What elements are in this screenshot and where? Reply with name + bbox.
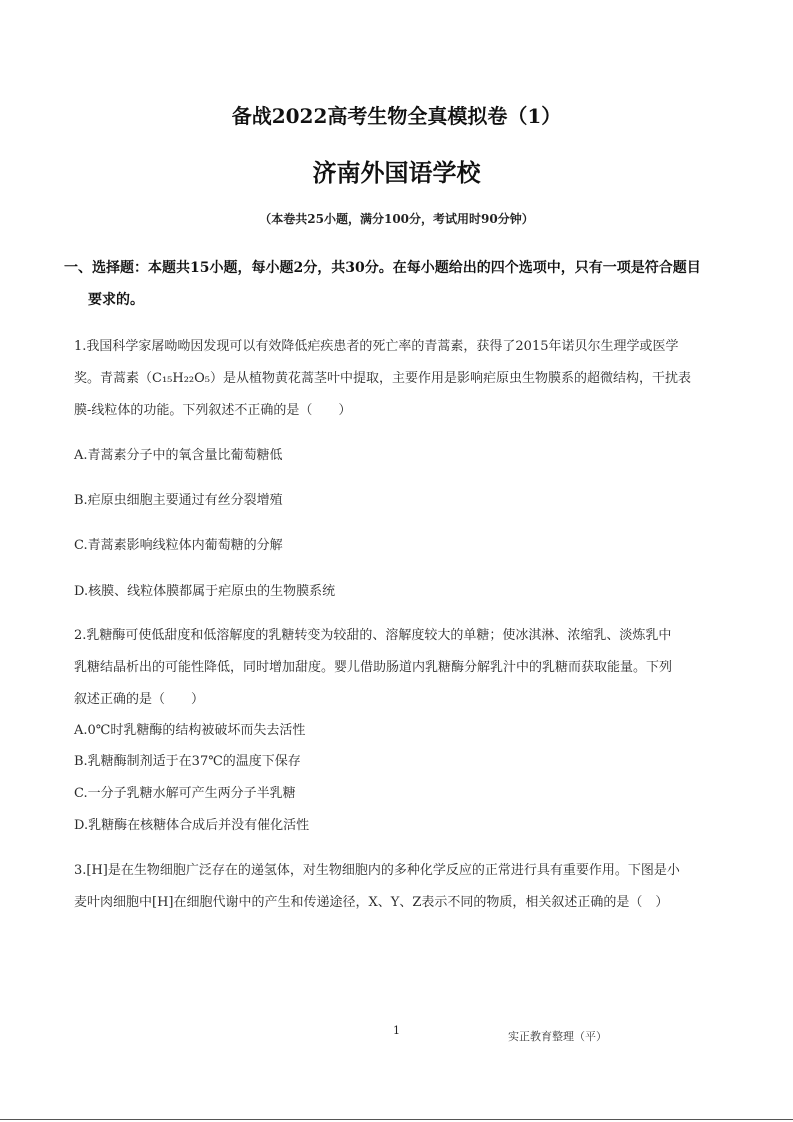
q1-option-c: C.青蒿素影响线粒体内葡萄糖的分解 [74, 538, 283, 553]
q2-stem-line2: 乳糖结晶析出的可能性降低，同时增加甜度。婴儿借助肠道内乳糖酶分解乳汁中的乳糖而获取能量。下列 [74, 660, 673, 675]
q1-option-a: A.青蒿素分子中的氧含量比葡萄糖低 [74, 448, 283, 463]
footer-organization: 实正教育整理（平） [508, 1030, 607, 1043]
q1-stem-line3: 膜-线粒体的功能。下列叙述不正确的是（ ） [74, 403, 352, 418]
exam-title: 备战2022高考生物全真模拟卷（1） [231, 104, 562, 128]
section-heading-cont: 要求的。 [88, 292, 144, 308]
q1-option-d: D.核膜、线粒体膜都属于疟原虫的生物膜系统 [74, 584, 336, 599]
page-number: 1 [393, 1024, 400, 1037]
q2-option-a: A.0℃时乳糖酶的结构被破坏而失去活性 [74, 723, 306, 738]
q2-option-d: D.乳糖酶在核糖体合成后并没有催化活性 [74, 818, 310, 833]
q1-stem-line1: 1.我国科学家屠呦呦因发现可以有效降低疟疾患者的死亡率的青蒿素，获得了2015年诺贝尔生理学或医学 [74, 339, 679, 354]
school-name: 济南外国语学校 [312, 159, 481, 187]
q2-stem-line1: 2.乳糖酶可使低甜度和低溶解度的乳糖转变为较甜的、溶解度较大的单糖；使冰淇淋、浓缩乳、淡炼乳中 [74, 628, 672, 643]
q2-option-c: C.一分子乳糖水解可产生两分子半乳糖 [74, 786, 296, 801]
q1-stem-line2: 奖。青蒿素（C₁₅H₂₂O₅）是从植物黄花蒿茎叶中提取，主要作用是影响疟原虫生物膜系的超微结构，干扰表 [74, 371, 691, 386]
page-bottom-rule [0, 1119, 793, 1120]
q2-option-b: B.乳糖酶制剂适于在37℃的温度下保存 [74, 754, 301, 769]
section-heading: 一、选择题：本题共15小题，每小题2分，共30分。在每小题给出的四个选项中，只有一项是符合题目 [64, 260, 701, 276]
q2-stem-line3: 叙述正确的是（ ） [74, 692, 205, 707]
exam-note: （本卷共25小题，满分100分，考试用时90分钟） [259, 212, 534, 226]
q1-option-b: B.疟原虫细胞主要通过有丝分裂增殖 [74, 493, 283, 508]
q3-stem-line2: 麦叶肉细胞中[H]在细胞代谢中的产生和传递途径，X、Y、Z表示不同的物质，相关叙述正确的是（ ） [74, 895, 669, 910]
q3-stem-line1: 3.[H]是在生物细胞广泛存在的递氢体，对生物细胞内的多种化学反应的正常进行具有重要作用。下图是小 [74, 863, 680, 878]
